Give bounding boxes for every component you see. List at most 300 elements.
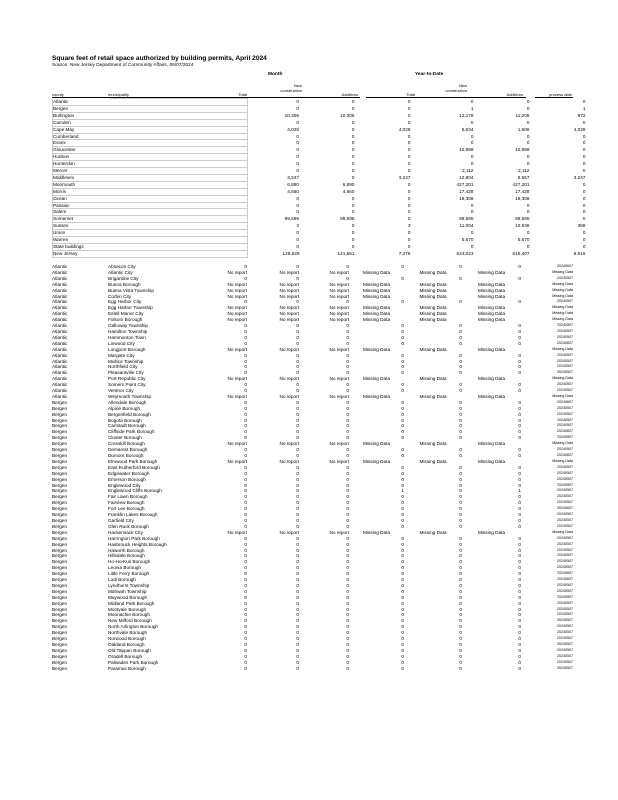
month-total-cell: 0	[244, 665, 247, 671]
process-date-cell: 20240507	[557, 642, 573, 646]
process-date-cell: 20240507	[557, 624, 573, 629]
county-cell: Mercer	[53, 168, 109, 175]
county-cell: Union	[53, 230, 109, 237]
ytd-additions-cell: 0	[518, 382, 521, 388]
ytd-additions-cell: 0	[582, 168, 586, 174]
county-cell: Bergen	[52, 559, 68, 565]
ytd-total-cell: 0	[401, 358, 404, 364]
month-additions-cell: 0	[346, 500, 349, 506]
ytd-total-cell: 0	[470, 244, 474, 250]
ytd-new-cell: Missing Data	[419, 305, 447, 311]
county-cell: Gloucester	[53, 147, 109, 154]
process-date-cell: 20240507	[557, 612, 573, 617]
county-cell: Bergen	[52, 470, 68, 476]
month-total-cell: 0	[244, 482, 247, 488]
month-additions-cell: 0	[346, 328, 349, 334]
process-date-cell: 20240507	[557, 647, 573, 652]
ytd-new-cell: Missing Data	[419, 458, 447, 464]
month-total-cell: 0	[244, 275, 247, 281]
month-additions-cell: 0	[346, 582, 349, 588]
ytd-additions-cell: 0	[518, 565, 521, 571]
month-new-cell: 0	[296, 547, 299, 553]
municipality-blank-cell	[109, 195, 248, 202]
municipality-cell: Northfield City	[108, 364, 138, 370]
month-additions-cell: 0	[346, 352, 349, 358]
process-date-cell: 20240507	[557, 382, 573, 387]
month-total-cell: 0	[244, 435, 247, 441]
county-summary-row	[53, 216, 586, 223]
month-new-cell: 0	[351, 98, 355, 104]
ytd-new-cell: 11,206	[515, 112, 530, 118]
month-additions-cell: 7,278	[398, 250, 411, 256]
month-new-cell: 0	[296, 364, 299, 370]
ytd-additions-cell: 0	[518, 494, 521, 500]
county-cell: Salem	[53, 209, 109, 216]
ytd-total-cell: 19,308	[459, 195, 474, 201]
process-date-cell: 20240507	[557, 494, 573, 499]
municipality-cell: Allendale Borough	[108, 399, 147, 405]
ytd-new-cell: 0	[526, 209, 530, 215]
ytd-additions-cell: 0	[518, 653, 521, 659]
month-total-cell: No report	[227, 293, 247, 299]
month-additions-cell: No report	[329, 293, 349, 299]
municipality-cell: Garfield City	[108, 517, 134, 523]
month-additions-cell: 0	[346, 541, 349, 547]
ytd-additions-cell: 0	[518, 435, 521, 441]
month-additions-cell: 0	[346, 453, 349, 458]
county-summary-table	[52, 98, 586, 258]
month-total-cell: 0	[244, 417, 247, 423]
month-new-cell: 0	[296, 600, 299, 606]
month-new-cell: 4,660	[342, 188, 355, 194]
month-new-cell: No report	[279, 458, 299, 464]
ytd-additions-cell: 0	[518, 370, 521, 376]
ytd-total-cell: 0	[401, 559, 404, 565]
county-cell: Atlantic	[52, 317, 68, 323]
county-cell: Bergen	[52, 441, 68, 447]
month-total-cell: 0	[244, 582, 247, 588]
process-date-cell: 20240507	[557, 435, 573, 440]
municipality-cell: Harrington Park Borough	[108, 535, 160, 541]
month-additions-cell: No report	[329, 346, 349, 352]
month-additions-cell: 0	[346, 571, 349, 577]
ytd-additions-cell: 0	[518, 423, 521, 429]
month-total-cell: No report	[227, 317, 247, 323]
month-additions-cell: 0	[346, 512, 349, 518]
municipality-cell: Margate City	[108, 352, 135, 358]
ytd-new-cell: 0	[459, 577, 462, 583]
ytd-additions-cell: 972	[577, 112, 586, 118]
ytd-total-cell: 0	[401, 535, 404, 541]
month-total-cell: 0	[296, 133, 299, 139]
month-total-cell: 0	[244, 399, 247, 405]
municipality-cell: Galloway Township	[108, 323, 149, 329]
county-cell: Bergen	[52, 523, 68, 529]
ytd-additions-cell: 0	[518, 594, 521, 600]
ytd-new-cell: 0	[459, 642, 462, 647]
ytd-total-cell: 0	[401, 435, 404, 441]
process-date-cell: 20240507	[557, 653, 573, 658]
county-cell: Bergen	[52, 482, 68, 488]
ytd-total-cell: 0	[401, 653, 404, 659]
month-total-cell: 0	[244, 328, 247, 334]
ytd-new-cell: Missing Data	[419, 376, 447, 382]
month-total-cell: 0	[244, 547, 247, 553]
month-additions-cell: 0	[407, 161, 411, 167]
county-cell: Bergen	[53, 105, 109, 112]
ytd-additions-cell: 0	[518, 659, 521, 665]
ytd-total-cell: 0	[401, 523, 404, 529]
month-total-cell: 0	[296, 161, 299, 167]
ytd-additions-cell: 0	[518, 517, 521, 523]
ytd-additions-cell: 0	[582, 230, 586, 236]
month-total-cell: No report	[227, 529, 247, 535]
ytd-new-cell: Missing Data	[419, 346, 447, 352]
month-additions-cell: 0	[346, 588, 349, 594]
month-total-cell: 0	[244, 653, 247, 659]
municipality-col-header: municipality	[108, 92, 129, 97]
ytd-additions-cell: 0	[518, 630, 521, 636]
ytd-new-cell: 0	[459, 541, 462, 547]
ytd-new-cell: Missing Data	[419, 293, 447, 299]
county-cell: Atlantic	[52, 340, 68, 346]
month-new-cell: 0	[296, 618, 299, 624]
month-new-cell: 0	[351, 161, 355, 167]
county-cell: Bergen	[52, 659, 68, 665]
month-new-cell: 0	[351, 154, 355, 160]
ytd-new-cell: 0	[459, 429, 462, 435]
county-cell: Atlantic	[52, 275, 68, 281]
process-date-cell: 20240507	[557, 482, 573, 487]
month-new-cell: 0	[296, 429, 299, 435]
month-total-cell: No report	[227, 281, 247, 287]
ytd-additions-cell: 0	[518, 476, 521, 482]
month-new-cell: 0	[296, 334, 299, 340]
ytd-additions-cell: 0	[518, 571, 521, 577]
ytd-total-cell: 0	[401, 588, 404, 594]
ytd-additions-cell: 0	[518, 636, 521, 642]
ytd-total-cell: 0	[401, 642, 404, 647]
month-additions-cell: 0	[346, 665, 349, 671]
county-cell: Atlantic	[52, 323, 68, 329]
process-date-cell: 20240507	[557, 512, 573, 517]
municipality-cell: Port Republic City	[108, 376, 146, 382]
ytd-total-cell: 0	[401, 665, 404, 671]
month-total-cell: 0	[244, 577, 247, 583]
ytd-new-cell: 0	[459, 647, 462, 653]
ytd-new-cell: 615,407	[512, 250, 530, 256]
month-additions-cell: 0	[407, 112, 411, 118]
ytd-additions-cell: 0	[518, 388, 521, 394]
month-total-cell: 0	[244, 565, 247, 571]
month-new-cell: 0	[296, 577, 299, 583]
month-new-cell: 0	[296, 382, 299, 388]
month-additions-cell: No report	[329, 269, 349, 275]
month-total-cell: 0	[296, 195, 299, 201]
county-cell: New Jersey	[53, 250, 109, 257]
municipality-cell: Hamilton Township	[108, 328, 148, 334]
month-new-cell: 0	[351, 147, 355, 153]
month-additions-cell: No report	[329, 305, 349, 311]
municipality-cell: Bergenfield Borough	[108, 411, 151, 417]
county-cell: Bergen	[52, 636, 68, 642]
county-cell: Bergen	[52, 606, 68, 612]
county-cell: Bergen	[52, 494, 68, 500]
ytd-new-cell: 2,112	[518, 168, 530, 174]
municipality-cell: Oakland Borough	[108, 642, 145, 647]
ytd-additions-cell: 8,616	[573, 250, 586, 256]
month-total-cell: 0	[244, 429, 247, 435]
month-additions-cell: 0	[407, 244, 411, 250]
ytd-additions-cell: 0	[518, 612, 521, 618]
municipality-cell: Linwood City	[108, 340, 135, 346]
ytd-total-cell: 0	[401, 334, 404, 340]
ytd-new-cell: 0	[459, 665, 462, 671]
month-total-cell: 0	[244, 594, 247, 600]
month-new-cell: 0	[296, 582, 299, 588]
month-additions-cell: No report	[329, 281, 349, 287]
municipality-cell: Ventnor City	[108, 388, 134, 394]
ytd-total-cell: 0	[470, 209, 474, 215]
month-total-cell: No report	[227, 458, 247, 464]
process-date-cell: 20240507	[557, 476, 573, 481]
ytd-new-cell: 10,636	[515, 223, 530, 229]
process-date-cell: 20240507	[557, 447, 573, 452]
month-additions-cell: 3	[407, 223, 411, 229]
county-cell: Bergen	[52, 630, 68, 636]
county-cell: Bergen	[52, 565, 68, 571]
county-cell: Bergen	[52, 594, 68, 600]
ytd-new-cell: 0	[459, 334, 462, 340]
ytd-new-cell: 10,988	[515, 147, 530, 153]
county-summary-row	[53, 209, 586, 216]
month-total-cell: 0	[244, 588, 247, 594]
month-new-cell: 0	[351, 202, 355, 208]
ytd-additions-cell: 0	[518, 559, 521, 565]
county-summary-row	[53, 105, 586, 112]
month-new-cell: 0	[296, 647, 299, 653]
county-cell: Burlington	[53, 112, 109, 119]
county-summary-row	[53, 168, 586, 175]
month-total-cell: No report	[227, 287, 247, 293]
process-date-cell: 20240507	[557, 553, 573, 558]
municipality-cell: Lyndhurst Township	[108, 582, 150, 588]
ytd-new-cell: 0	[459, 411, 462, 417]
month-additions-cell: 0	[346, 388, 349, 394]
ytd-total-cell: 0	[401, 417, 404, 423]
municipality-cell: Demarest Borough	[108, 447, 148, 453]
ytd-new-cell: Missing Data	[419, 393, 447, 399]
month-total-cell: 4,028	[287, 126, 299, 132]
ytd-new-cell: 0	[459, 340, 462, 346]
ytd-additions-cell: 0	[518, 323, 521, 329]
municipality-cell: Maywood Borough	[108, 594, 148, 600]
ytd-new-cell: 0	[526, 140, 530, 146]
process-date-cell: 20240507	[557, 299, 573, 304]
ytd-total-cell: Missing Data	[362, 311, 391, 317]
month-additions-cell: 0	[407, 105, 411, 111]
month-new-cell: 0	[296, 517, 299, 523]
county-cell: Camden	[53, 119, 109, 126]
ytd-new-cell: 0	[459, 653, 462, 659]
municipality-blank-cell	[109, 244, 248, 251]
municipality-cell: Norwood Borough	[108, 636, 146, 642]
month-additions-cell: 0	[407, 202, 411, 208]
month-total-cell: 0	[296, 119, 299, 125]
county-cell: Atlantic	[52, 269, 68, 275]
month-additions-cell: 0	[346, 447, 349, 453]
month-additions-cell: 0	[346, 299, 349, 305]
municipality-blank-cell	[109, 230, 248, 237]
county-cell: Atlantic	[52, 299, 68, 305]
month-additions-cell: 0	[346, 470, 349, 476]
month-total-cell: No report	[227, 441, 247, 447]
ytd-new-cell: 0	[459, 582, 462, 588]
process-date-col-header: process date	[549, 92, 572, 97]
ytd-new-cell: 0	[526, 98, 530, 104]
county-summary-row	[53, 230, 586, 237]
month-total-cell: 0	[244, 264, 247, 269]
month-additions-cell: 0	[407, 98, 411, 104]
process-date-cell: 20240507	[557, 370, 573, 375]
municipality-cell: Closter Borough	[108, 435, 142, 441]
ytd-total-col-header: Total	[406, 92, 415, 97]
process-date-cell: 20240507	[557, 323, 573, 328]
month-total-cell: No report	[227, 311, 247, 317]
month-additions-cell: 0	[346, 577, 349, 583]
municipality-blank-cell	[109, 105, 248, 112]
process-date-cell: 20240607	[557, 264, 573, 268]
process-date-cell: 20240507	[557, 588, 573, 593]
month-new-cell: 0	[296, 423, 299, 429]
new-col-header-line2: construction	[280, 88, 302, 93]
county-cell: Bergen	[52, 506, 68, 512]
month-additions-cell: 0	[346, 612, 349, 618]
month-additions-cell: 0	[346, 435, 349, 441]
month-total-cell: 0	[296, 154, 299, 160]
ytd-additions-cell: 0	[518, 340, 521, 346]
month-new-cell: 6,890	[342, 181, 355, 187]
month-additions-cell: 0	[346, 417, 349, 423]
month-new-cell: 0	[296, 606, 299, 612]
month-additions-cell: 0	[346, 340, 349, 346]
month-new-cell: 0	[296, 405, 299, 411]
process-date-cell: 20240507	[557, 334, 573, 339]
ytd-new-cell: 0	[459, 547, 462, 553]
county-cell: Bergen	[52, 612, 68, 618]
process-date-cell: 20240507	[557, 517, 573, 522]
ytd-total-cell: 0	[401, 429, 404, 435]
month-new-cell: 0	[351, 237, 355, 243]
month-total-cell: 0	[244, 488, 247, 494]
ytd-new-cell: 0	[459, 275, 462, 281]
month-total-cell: 3	[296, 223, 299, 229]
month-additions-cell: No report	[329, 458, 349, 464]
month-additions-cell: 0	[346, 429, 349, 435]
municipality-cell: Egg Harbor Township	[108, 305, 153, 311]
ytd-additions-cell: 0	[518, 618, 521, 624]
ytd-total-cell: 12,804	[459, 174, 474, 180]
month-total-cell: 10,306	[284, 112, 299, 118]
ytd-additions-cell: 0	[518, 535, 521, 541]
municipality-cell: Old Tappan Borough	[108, 647, 151, 653]
month-total-cell: 3,247	[287, 174, 299, 180]
ytd-additions-cell: 0	[582, 237, 586, 243]
ytd-total-cell: 0	[401, 612, 404, 618]
municipality-blank-cell	[109, 126, 248, 133]
ytd-group-header: Year-to-Date	[415, 72, 444, 77]
municipality-cell: Mullica Township	[108, 358, 144, 364]
month-new-cell: 0	[296, 612, 299, 618]
ytd-additions-cell: 0	[518, 334, 521, 340]
ytd-total-cell: 0	[470, 133, 474, 139]
municipality-cell: Moonachie Borough	[108, 612, 150, 618]
municipality-blank-cell	[109, 161, 248, 168]
county-cell: Bergen	[52, 571, 68, 577]
month-additions-cell: 0	[407, 188, 411, 194]
month-total-cell: 0	[244, 535, 247, 541]
ytd-additions-cell: 0	[518, 429, 521, 435]
county-cell: Bergen	[52, 429, 68, 435]
county-cell: Atlantic	[52, 287, 68, 293]
ytd-additions-cell: 0	[518, 358, 521, 364]
ytd-new-cell: 0	[459, 588, 462, 594]
ytd-additions-cell: 0	[582, 244, 586, 250]
municipality-cell: Northvale Borough	[108, 630, 148, 636]
month-new-cell: 0	[296, 417, 299, 423]
county-cell: Atlantic	[52, 281, 68, 287]
month-total-cell: 0	[244, 571, 247, 577]
month-additions-cell: No report	[329, 287, 349, 293]
month-new-cell: 0	[296, 512, 299, 518]
month-total-cell: 0	[244, 470, 247, 476]
ytd-additions-cell: 0	[518, 624, 521, 630]
month-total-cell: 0	[244, 506, 247, 512]
municipality-cell: Brigantine City	[108, 275, 139, 281]
ytd-new-cell: Missing Data	[419, 281, 447, 287]
month-additions-cell: 0	[407, 140, 411, 146]
ytd-additions-cell: Missing Data	[477, 458, 506, 464]
month-additions-cell: No report	[329, 529, 349, 535]
ytd-new-cell: Missing Data	[419, 317, 447, 323]
ytd-total-cell: 0	[470, 230, 474, 236]
month-additions-cell: 4,028	[398, 126, 411, 132]
process-date-cell: 20240507	[557, 565, 573, 570]
month-new-cell: 0	[296, 435, 299, 441]
process-date-cell: Missing Data	[552, 317, 573, 322]
ytd-additions-cell: 368	[577, 223, 586, 229]
municipality-cell: Ho-Ho-Kus Borough	[108, 559, 151, 565]
county-summary-row	[53, 174, 586, 181]
county-cell: Bergen	[52, 453, 68, 458]
ytd-new-cell: 427,201	[512, 181, 530, 187]
county-summary-row	[53, 223, 586, 230]
county-col-header: county	[52, 92, 64, 97]
municipality-cell: Fair Lawn Borough	[108, 494, 148, 500]
county-cell: Bergen	[52, 653, 68, 659]
county-summary-row	[53, 188, 586, 195]
municipality-cell: Egg Harbor City	[108, 299, 142, 305]
month-total-cell: 0	[244, 659, 247, 665]
county-cell: Bergen	[52, 458, 68, 464]
ytd-total-cell: 99,695	[459, 216, 474, 222]
municipality-cell: Carlstadt Borough	[108, 423, 146, 429]
process-date-cell: 20240507	[557, 388, 573, 393]
ytd-total-cell: 0	[401, 411, 404, 417]
ytd-new-cell: 0	[459, 565, 462, 571]
ytd-new-cell: 99,695	[515, 216, 530, 222]
ytd-new-cell: Missing Data	[419, 311, 447, 317]
